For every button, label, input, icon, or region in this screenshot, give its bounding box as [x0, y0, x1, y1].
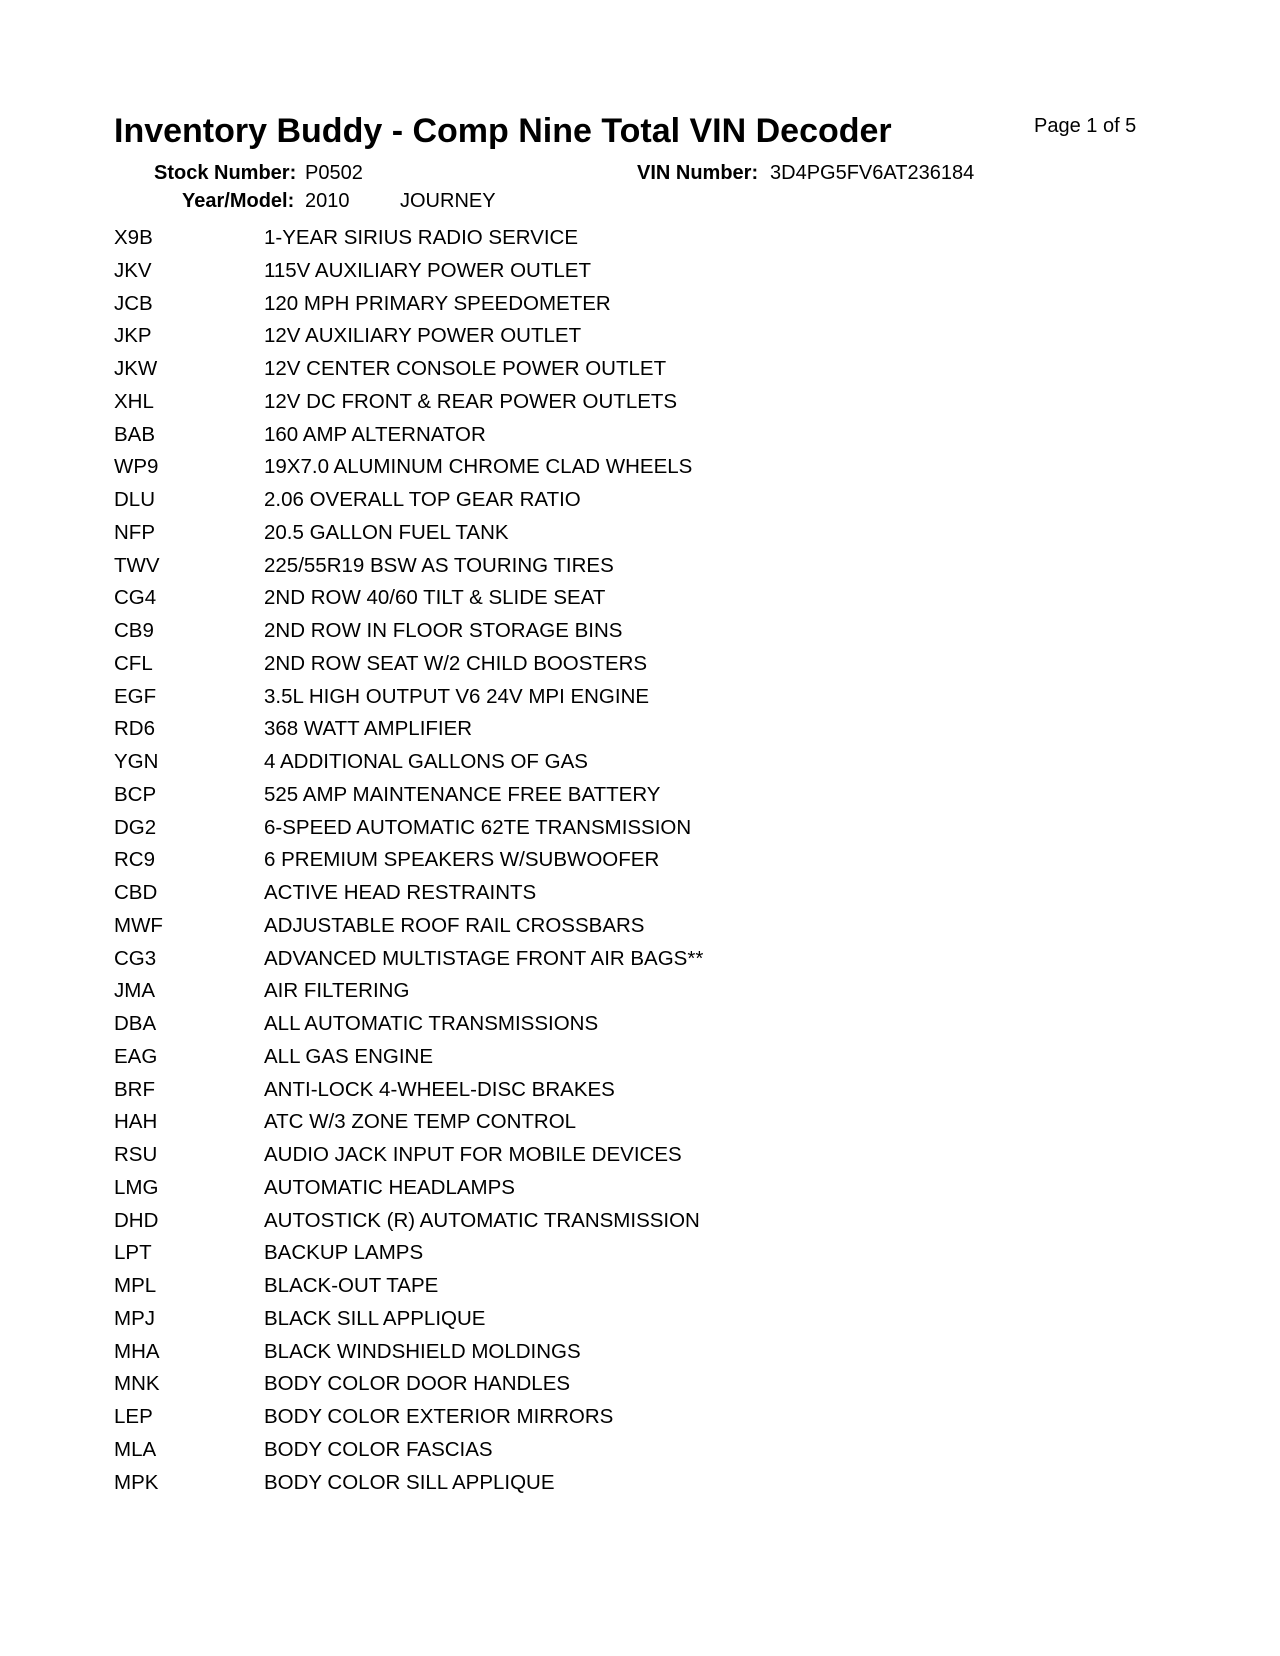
option-code: WP9	[114, 455, 159, 479]
option-description: BLACK WINDSHIELD MOLDINGS	[264, 1339, 581, 1363]
option-description: 525 AMP MAINTENANCE FREE BATTERY	[264, 782, 661, 806]
option-description: 6-SPEED AUTOMATIC 62TE TRANSMISSION	[264, 815, 692, 839]
option-code: RD6	[114, 717, 156, 741]
option-row	[114, 717, 814, 750]
option-description: BODY COLOR FASCIAS	[264, 1437, 493, 1461]
option-code: XHL	[114, 389, 154, 413]
option-description: 225/55R19 BSW AS TOURING TIRES	[264, 553, 614, 577]
option-code: NFP	[114, 520, 155, 544]
option-row	[114, 1143, 814, 1176]
option-row	[114, 783, 814, 816]
option-code: CG4	[114, 586, 157, 610]
option-description: 19X7.0 ALUMINUM CHROME CLAD WHEELS	[264, 455, 693, 479]
option-row	[114, 1438, 814, 1471]
option-row	[114, 1307, 814, 1340]
option-code: JKV	[114, 258, 152, 282]
option-row	[114, 848, 814, 881]
option-description: 2ND ROW 40/60 TILT & SLIDE SEAT	[264, 586, 606, 610]
option-description: 6 PREMIUM SPEAKERS W/SUBWOOFER	[264, 848, 660, 872]
option-row	[114, 324, 814, 357]
option-code: BRF	[114, 1077, 155, 1101]
option-code: BCP	[114, 782, 157, 806]
option-row	[114, 1078, 814, 1111]
option-description: 115V AUXILIARY POWER OUTLET	[264, 258, 591, 282]
option-row	[114, 881, 814, 914]
option-row	[114, 1012, 814, 1045]
option-description: 12V DC FRONT & REAR POWER OUTLETS	[264, 389, 678, 413]
page-title: Inventory Buddy - Comp Nine Total VIN Decoder	[114, 112, 892, 150]
option-row	[114, 685, 814, 718]
option-code: JMA	[114, 979, 155, 1003]
option-code: LMG	[114, 1175, 159, 1199]
option-code: RSU	[114, 1143, 158, 1166]
option-description: 2ND ROW IN FLOOR STORAGE BINS	[264, 619, 623, 642]
option-row	[114, 1405, 814, 1438]
option-code: JKP	[114, 324, 152, 348]
option-row	[114, 488, 814, 521]
option-code: JCB	[114, 291, 153, 315]
option-row	[114, 979, 814, 1012]
option-description: BODY COLOR EXTERIOR MIRRORS	[264, 1405, 614, 1428]
option-description: AUDIO JACK INPUT FOR MOBILE DEVICES	[264, 1143, 682, 1166]
option-description: BODY COLOR DOOR HANDLES	[264, 1372, 571, 1396]
option-description: 2ND ROW SEAT W/2 CHILD BOOSTERS	[264, 651, 648, 675]
option-description: 4 ADDITIONAL GALLONS OF GAS	[264, 750, 588, 773]
option-description: ALL AUTOMATIC TRANSMISSIONS	[264, 1012, 599, 1035]
option-code: CB9	[114, 619, 154, 642]
option-code: LPT	[114, 1241, 152, 1265]
option-code: MPL	[114, 1274, 157, 1297]
option-row	[114, 1471, 814, 1504]
option-row	[114, 1274, 814, 1307]
options-list	[114, 226, 814, 1503]
option-row	[114, 1110, 814, 1143]
option-row	[114, 1045, 814, 1078]
option-description: ACTIVE HEAD RESTRAINTS	[264, 881, 537, 904]
option-code: HAH	[114, 1110, 158, 1134]
option-description: ADVANCED MULTISTAGE FRONT AIR BAGS**	[264, 946, 704, 970]
option-description: 3.5L HIGH OUTPUT V6 24V MPI ENGINE	[264, 684, 650, 708]
option-description: ATC W/3 ZONE TEMP CONTROL	[264, 1110, 577, 1134]
option-row	[114, 947, 814, 980]
option-description: 12V AUXILIARY POWER OUTLET	[264, 324, 582, 348]
option-code: EGF	[114, 684, 157, 708]
option-row	[114, 619, 814, 652]
option-description: AIR FILTERING	[264, 979, 410, 1003]
option-row	[114, 816, 814, 849]
option-description: 120 MPH PRIMARY SPEEDOMETER	[264, 291, 611, 315]
option-code: DBA	[114, 1012, 157, 1035]
option-code: JKW	[114, 357, 158, 380]
option-code: MWF	[114, 913, 163, 937]
option-description: 12V CENTER CONSOLE POWER OUTLET	[264, 357, 667, 380]
option-code: DG2	[114, 815, 157, 839]
option-code: YGN	[114, 750, 159, 773]
option-row	[114, 1176, 814, 1209]
option-row	[114, 914, 814, 947]
option-code: X9B	[114, 226, 153, 249]
year-value: 2010	[305, 190, 350, 212]
option-description: ADJUSTABLE ROOF RAIL CROSSBARS	[264, 913, 645, 937]
vin-value: 3D4PG5FV6AT236184	[770, 162, 975, 184]
option-description: ALL GAS ENGINE	[264, 1044, 433, 1068]
option-row	[114, 1209, 814, 1242]
option-row	[114, 1241, 814, 1274]
option-description: 368 WATT AMPLIFIER	[264, 717, 473, 741]
option-row	[114, 390, 814, 423]
option-code: MHA	[114, 1339, 160, 1363]
option-code: LEP	[114, 1405, 153, 1428]
option-description: BLACK-OUT TAPE	[264, 1274, 439, 1297]
option-description: 2.06 OVERALL TOP GEAR RATIO	[264, 488, 581, 511]
option-description: 20.5 GALLON FUEL TANK	[264, 520, 509, 544]
option-code: DHD	[114, 1208, 159, 1232]
vin-label: VIN Number:	[637, 162, 759, 184]
option-row	[114, 1372, 814, 1405]
model-value: JOURNEY	[400, 190, 496, 212]
option-code: MPK	[114, 1470, 159, 1494]
option-description: BACKUP LAMPS	[264, 1241, 424, 1265]
option-description: AUTOSTICK (R) AUTOMATIC TRANSMISSION	[264, 1208, 700, 1232]
option-row	[114, 259, 814, 292]
option-description: 1-YEAR SIRIUS RADIO SERVICE	[264, 226, 579, 249]
option-row	[114, 586, 814, 619]
option-code: MPJ	[114, 1306, 155, 1330]
option-description: ANTI-LOCK 4-WHEEL-DISC BRAKES	[264, 1077, 615, 1101]
option-row	[114, 292, 814, 325]
option-description: BLACK SILL APPLIQUE	[264, 1306, 486, 1330]
option-row	[114, 1340, 814, 1373]
option-row	[114, 423, 814, 456]
page-indicator: Page 1 of 5	[1034, 115, 1137, 137]
option-code: CFL	[114, 651, 153, 675]
option-code: MLA	[114, 1437, 157, 1461]
option-code: CG3	[114, 946, 157, 970]
option-row	[114, 357, 814, 390]
option-description: BODY COLOR SILL APPLIQUE	[264, 1470, 555, 1494]
option-code: RC9	[114, 848, 156, 872]
option-description: 160 AMP ALTERNATOR	[264, 422, 486, 446]
option-code: CBD	[114, 881, 158, 904]
option-code: BAB	[114, 422, 156, 446]
option-row	[114, 750, 814, 783]
year-model-label: Year/Model:	[182, 190, 295, 212]
option-row	[114, 652, 814, 685]
option-row	[114, 521, 814, 554]
option-code: MNK	[114, 1372, 160, 1396]
option-code: EAG	[114, 1044, 158, 1068]
option-code: DLU	[114, 488, 156, 511]
stock-number-value: P0502	[305, 162, 363, 184]
option-row	[114, 554, 814, 587]
option-code: TWV	[114, 553, 160, 577]
stock-number-label: Stock Number:	[154, 162, 297, 184]
option-row	[114, 455, 814, 488]
option-description: AUTOMATIC HEADLAMPS	[264, 1175, 515, 1199]
option-row	[114, 226, 814, 259]
